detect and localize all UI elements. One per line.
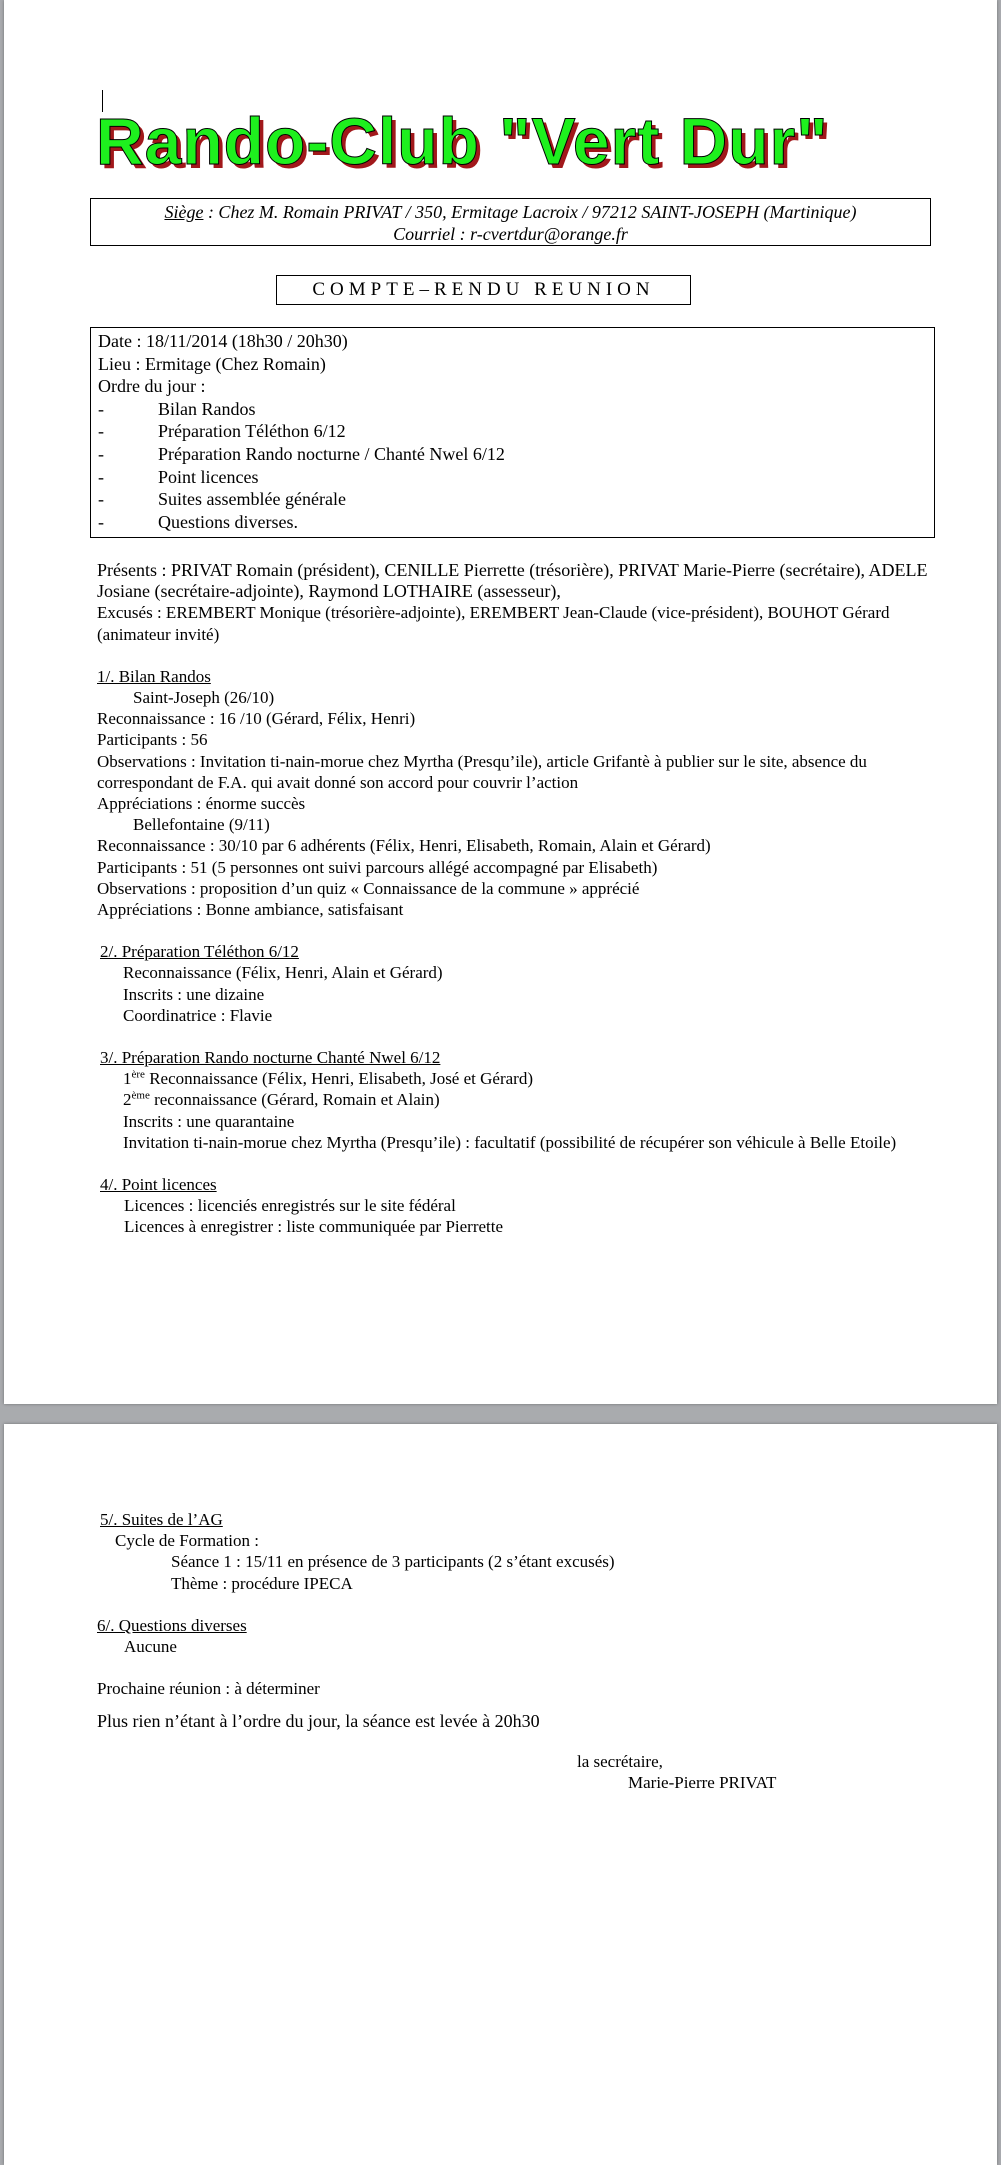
section-heading: 3/. Préparation Rando nocturne Chanté Nwel 6/12 — [100, 1048, 441, 1068]
nocturne-reconnaissance-2: 2ème reconnaissance (Gérard, Romain et Alain) — [123, 1089, 440, 1110]
meeting-date: Date : 18/11/2014 (18h30 / 20h30) — [98, 331, 348, 351]
agenda-item: - Point licences — [98, 466, 259, 487]
telethon-coordinatrice: Coordinatrice : Flavie — [123, 1005, 273, 1025]
ag-seance: Séance 1 : 15/11 en présence de 3 participants (2 s’étant excusés) — [171, 1552, 615, 1572]
licences-status: Licences : licenciés enregistrés sur le site fédéral — [124, 1196, 456, 1216]
rando-appreciations: Appréciations : Bonne ambiance, satisfaisant — [97, 900, 404, 920]
rando-reconnaissance: Reconnaissance : 30/10 par 6 adhérents (Félix, Henri, Elisabeth, Romain, Alain et Gérard) — [97, 836, 711, 856]
signature-role: la secrétaire, — [577, 1751, 663, 1771]
section-heading: 5/. Suites de l’AG — [100, 1510, 223, 1529]
ag-theme: Thème : procédure IPECA — [171, 1573, 353, 1593]
closing-statement: Plus rien n’étant à l’ordre du jour, la séance est levée à 20h30 — [97, 1711, 540, 1732]
report-body-page-1 — [97, 560, 935, 1238]
nocturne-reconnaissance-1: 1ère Reconnaissance (Félix, Henri, Elisabeth, José et Gérard) — [123, 1068, 533, 1089]
telethon-reconnaissance: Reconnaissance (Félix, Henri, Alain et Gérard) — [123, 963, 443, 983]
siege-box — [90, 198, 931, 246]
signature-name: Marie-Pierre PRIVAT — [628, 1772, 777, 1792]
agenda-item: - Bilan Randos — [98, 398, 256, 419]
meeting-place: Lieu : Ermitage (Chez Romain) — [98, 353, 326, 374]
telethon-inscrits: Inscrits : une dizaine — [123, 984, 265, 1004]
siege-label: Siège — [164, 202, 204, 222]
nocturne-invitation: Invitation ti-nain-morue chez Myrtha (Presqu’ile) : facultatif (possibilité de récupérer son véhicule à Belle Etoile) — [123, 1132, 897, 1152]
siege-address: : Chez M. Romain PRIVAT / 350, Ermitage Lacroix / 97212 SAINT-JOSEPH (Martinique) — [203, 202, 857, 222]
questions-aucune: Aucune — [124, 1637, 177, 1657]
report-title: COMPTE–RENDU REUNION — [276, 275, 691, 305]
next-meeting: Prochaine réunion : à déterminer — [97, 1679, 320, 1699]
agenda-item: - Questions diverses. — [98, 511, 298, 532]
agenda-item: - Préparation Téléthon 6/12 — [98, 421, 346, 442]
ag-cycle: Cycle de Formation : — [115, 1531, 260, 1551]
attendees-present: Présents : PRIVAT Romain (président), CENILLE Pierrette (trésorière), PRIVAT Marie-Pierre (secrétaire), ADELE Josiane (secrétaire-adjointe), Raymond LOTHAIRE (assesseur), — [97, 560, 928, 602]
nocturne-inscrits: Inscrits : une quarantaine — [123, 1111, 295, 1131]
rando-observations: Observations : Invitation ti-nain-morue chez Myrtha (Presqu’ile), article Grifantè à publier sur le site, absence du correspondant de F.A. qui avait donné son accord pour couvrir l’action — [97, 751, 867, 792]
section-heading: 2/. Préparation Téléthon 6/12 — [100, 942, 299, 962]
section-heading: 1/. Bilan Randos — [97, 666, 211, 686]
rando-observations: Observations : proposition d’un quiz « Connaissance de la commune » apprécié — [97, 878, 640, 898]
rando-title: Saint-Joseph (26/10) — [133, 688, 275, 708]
courriel-line: Courriel : r-cvertdur@orange.fr — [393, 224, 628, 244]
rando-participants: Participants : 56 — [97, 730, 208, 750]
section-heading: 6/. Questions diverses — [97, 1615, 247, 1635]
attendees-excused: Excusés : EREMBERT Monique (trésorière-adjointe), EREMBERT Jean-Claude (vice-président), BOUHOT Gérard (animateur invité) — [97, 603, 890, 644]
rando-reconnaissance: Reconnaissance : 16 /10 (Gérard, Félix, Henri) — [97, 709, 416, 729]
meeting-info-box — [90, 327, 935, 538]
report-body-page-2 — [97, 1509, 935, 1793]
licences-to-register: Licences à enregistrer : liste communiquée par Pierrette — [124, 1217, 504, 1237]
agenda-item: - Suites assemblée générale — [98, 489, 346, 510]
agenda-heading: Ordre du jour : — [98, 376, 206, 397]
club-title: Rando-Club "Vert Dur" — [96, 104, 829, 178]
rando-title: Bellefontaine (9/11) — [133, 815, 270, 835]
agenda-item: - Préparation Rando nocturne / Chanté Nwel 6/12 — [98, 443, 505, 464]
rando-appreciations: Appréciations : énorme succès — [97, 794, 306, 814]
section-heading: 4/. Point licences — [100, 1175, 217, 1195]
rando-participants: Participants : 51 (5 personnes ont suivi parcours allégé accompagné par Elisabeth) — [97, 857, 658, 877]
